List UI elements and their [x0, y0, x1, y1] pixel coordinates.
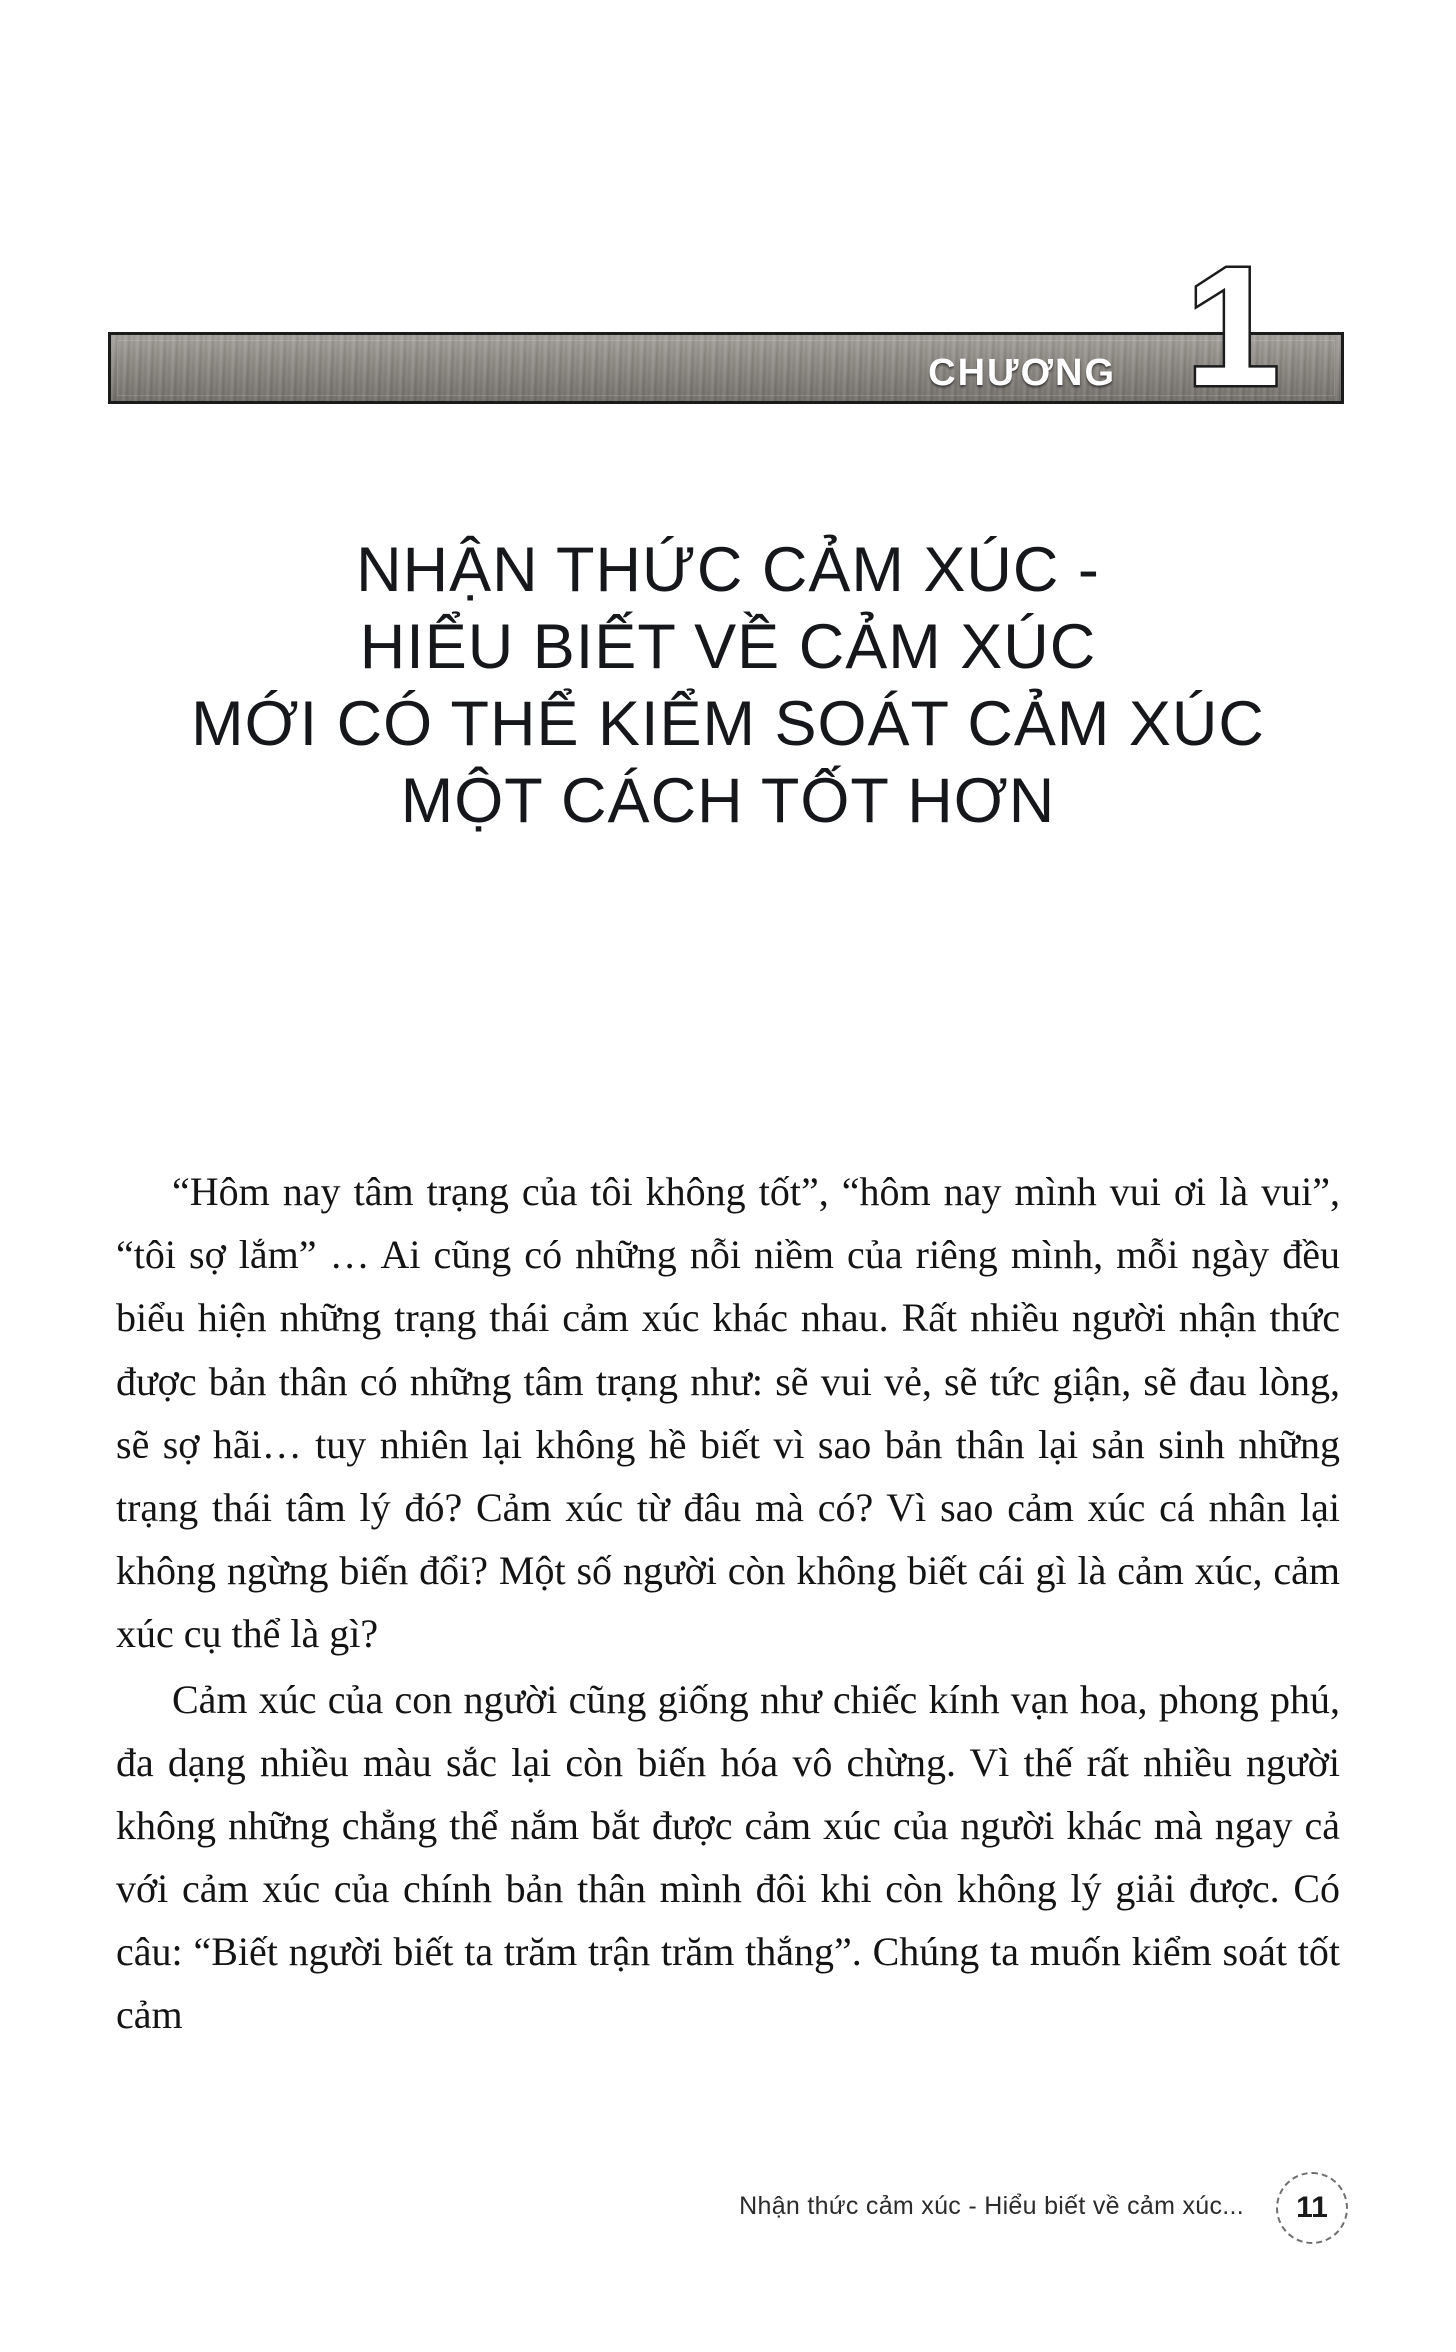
page-title-line-2: HIỂU BIẾT VỀ CẢM XÚC [359, 612, 1097, 683]
body-paragraph-1: “Hôm nay tâm trạng của tôi không tốt”, “hôm nay mình vui ơi là vui”, “tôi sợ lắm” … Ai cũng có những nỗi niềm của riêng mình, mỗi ngày đều biểu hiện những trạng thái cảm xúc khác nhau. Rất nhiều người nhận thức được bản thân có những tâm trạng như: sẽ vui vẻ, sẽ tức giận, sẽ đau lòng, sẽ sợ hãi… tuy nhiên lại không hề biết vì sao bản thân lại sản sinh những trạng thái tâm lý đó? Cảm xúc từ đâu mà có? Vì sao cảm xúc cá nhân lại không ngừng biến đổi? Một số người còn không biết cái gì là cảm xúc, cảm xúc cụ thể là gì? [116, 1169, 1340, 1657]
running-head: Nhận thức cảm xúc - Hiểu biết về cảm xúc... [739, 2192, 1244, 2220]
page-title [108, 532, 1348, 839]
body-paragraph-2: Cảm xúc của con người cũng giống như chiếc kính vạn hoa, phong phú, đa dạng nhiều màu sắc lại còn biến hóa vô chừng. Vì thế rất nhiều người không những chẳng thể nắm bắt được cảm xúc của người khác mà ngay cả với cảm xúc của chính bản thân mình đôi khi còn không lý giải được. Có câu: “Biết người biết ta trăm trận trăm thắng”. Chúng ta muốn kiểm soát tốt cảm [116, 1676, 1340, 2038]
page-footer [116, 2174, 1348, 2244]
page-number-badge [1276, 2172, 1348, 2244]
page-title-line-1: NHẬN THỨC CẢM XÚC - [356, 535, 1100, 606]
chapter-word-label: CHƯƠNG [928, 352, 1116, 394]
page-title-line-4: MỘT CÁCH TỐT HƠN [400, 765, 1056, 836]
page-title-line-3: MỚI CÓ THỂ KIỂM SOÁT CẢM XÚC [191, 688, 1265, 759]
chapter-banner [108, 232, 1344, 422]
body-text [116, 1160, 1340, 2049]
page-number: 11 [1296, 2191, 1328, 2224]
chapter-number-label: 1 [1185, 232, 1278, 422]
banner-bar-graphic [108, 332, 1344, 404]
